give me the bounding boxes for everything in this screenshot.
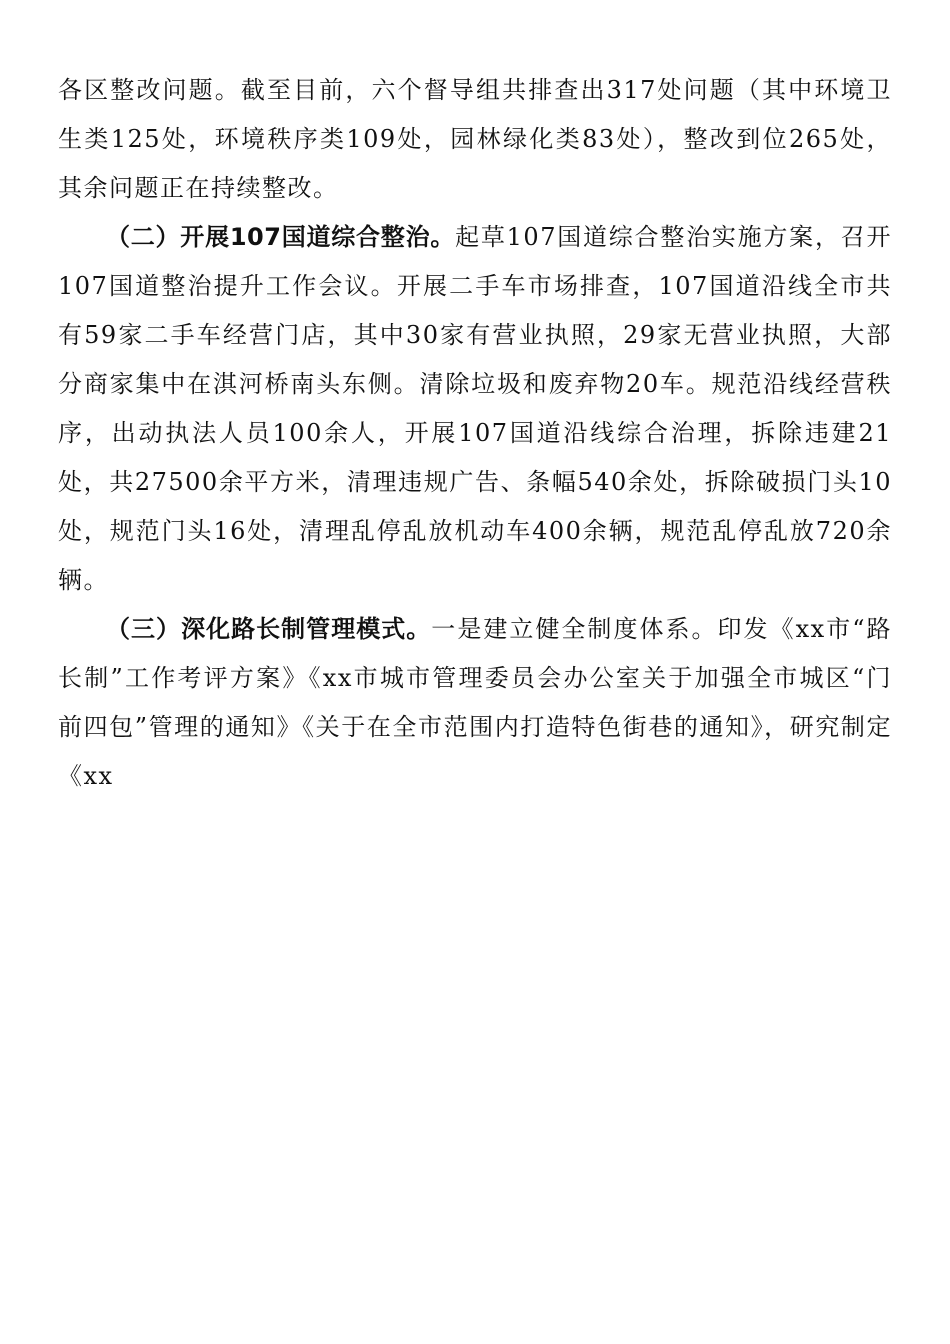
paragraph-section-2 bbox=[58, 213, 892, 605]
paragraph-section-3 bbox=[58, 605, 892, 801]
section-heading: （三）深化路长制管理模式。 bbox=[106, 615, 432, 643]
paragraph-body: 各区整改问题。截至目前，六个督导组共排查出317处问题（其中环境卫生类125处，环境秩序类109处，园林绿化类83处），整改到位265处，其余问题正在持续整改。 bbox=[58, 76, 892, 202]
document-page bbox=[58, 66, 892, 801]
paragraph-continuation bbox=[58, 66, 892, 213]
section-heading: （二）开展107国道综合整治。 bbox=[106, 223, 456, 251]
paragraph-body: 起草107国道综合整治实施方案，召开107国道整治提升工作会议。开展二手车市场排查，107国道沿线全市共有59家二手车经营门店，其中30家有营业执照，29家无营业执照，大部分商家集中在淇河桥南头东侧。清除垃圾和废弃物20车。规范沿线经营秩序，出动执法人员100余人，开展107国道沿线综合治理，拆除违建21处，共27500余平方米，清理违规广告、条幅540余处，拆除破损门头10处，规范门头16处，清理乱停乱放机动车400余辆，规范乱停乱放720余辆。 bbox=[58, 223, 892, 594]
paragraph-body: 一是建立健全制度体系。印发《xx市“路长制”工作考评方案》《xx市城市管理委员会办公室关于加强全市城区“门前四包”管理的通知》《关于在全市范围内打造特色街巷的通知》，研究制定《xx bbox=[58, 615, 893, 790]
